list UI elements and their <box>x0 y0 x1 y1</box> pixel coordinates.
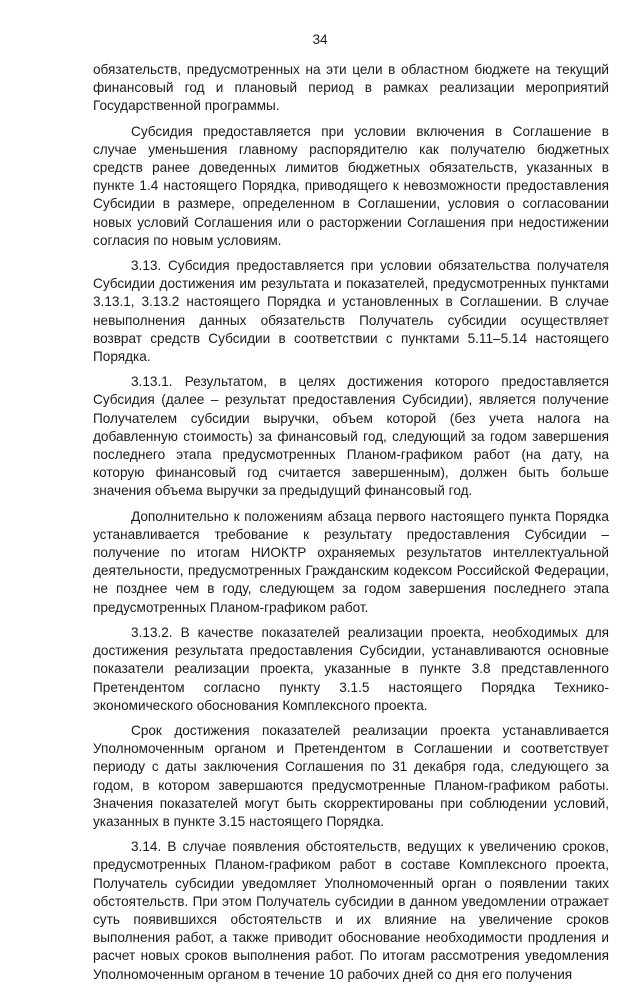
paragraph-3-13: 3.13. Субсидия предоставляется при условии обязательства получателя Субсидии достижения им результата и показателей, предусмотренных пунктами 3.13.1, 3.13.2 настоящего Порядка и установленных в Соглашении. В случае невыполнения данных обязательств Получатель субсидии осуществляет возврат средств Субсидии в соответствии с пунктами 5.11–5.14 настоящего Порядка. <box>93 258 609 365</box>
document-body <box>93 61 609 991</box>
paragraph-continuation: обязательств, предусмотренных на эти цели в областном бюджете на текущий финансовый год и плановый период в рамках реализации мероприятий Государственной программы. <box>93 62 609 114</box>
paragraph-3-13-2-deadline: Срок достижения показателей реализации проекта устанавливается Уполномоченным органом и Претендентом в Соглашении и соответствует периоду с даты заключения Соглашения по 31 декабря года, следующего за годом, в котором завершаются предусмотренные Планом-графиком работы. Значения показателей могут быть скорректированы при соблюдении условий, указанных в пункте 3.15 настоящего Порядка. <box>93 722 609 829</box>
paragraph-3-13-1-additional: Дополнительно к положениям абзаца первого настоящего пункта Порядка устанавливается требование к результату предоставления Субсидии – получение по итогам НИОКТР охраняемых результатов интеллектуальной деятельности, предусмотренных Гражданским кодексом Российской Федерации, не позднее чем в году, следующем за годом завершения последнего этапа предусмотренных Планом-графиком работ. <box>93 508 609 615</box>
paragraph-subsidy-condition: Субсидия предоставляется при условии включения в Соглашение в случае уменьшения главному распорядителю как получателю бюджетных средств ранее доведенных лимитов бюджетных обязательств, указанных в пункте 1.4 настоящего Порядка, приводящего к невозможности предоставления Субсидии в размере, определенном в Соглашении, условия о согласовании новых условий Соглашения или о расторжении Соглашения при недостижении согласия по новым условиям. <box>93 123 609 248</box>
paragraph-3-13-1: 3.13.1. Результатом, в целях достижения которого предоставляется Субсидия (далее – результат предоставления Субсидии), является получение Получателем субсидии выручки, объем которой (без учета налога на добавленную стоимость) за финансовый год, следующий за годом завершения последнего этапа предусмотренных Планом-графиком работ (на дату, на которую финансовый год считается завершенным), должен быть больше значения объема выручки за предыдущий финансовый год. <box>93 374 609 499</box>
page-number: 34 <box>312 32 328 47</box>
paragraph-3-13-2: 3.13.2. В качестве показателей реализации проекта, необходимых для достижения результата предоставления Субсидии, устанавливаются основные показатели реализации проекта, указанные в пункте 3.8 представленного Претендентом согласно пункту 3.1.5 настоящего Порядка Технико-экономического обоснования Комплексного проекта. <box>93 624 609 713</box>
paragraph-3-14: 3.14. В случае появления обстоятельств, ведущих к увеличению сроков, предусмотренных Планом-графиком работ в составе Комплексного проекта, Получатель субсидии уведомляет Уполномоченный орган о появлении таких обстоятельств. При этом Получатель субсидии в данном уведомлении отражает суть появившихся обстоятельств и их влияние на увеличение сроков выполнения работ, а также приводит обоснование необходимости продления и расчет новых сроков выполнения работ. По итогам рассмотрения уведомления Уполномоченным органом в течение 10 рабочих дней со дня его получения <box>93 839 609 982</box>
